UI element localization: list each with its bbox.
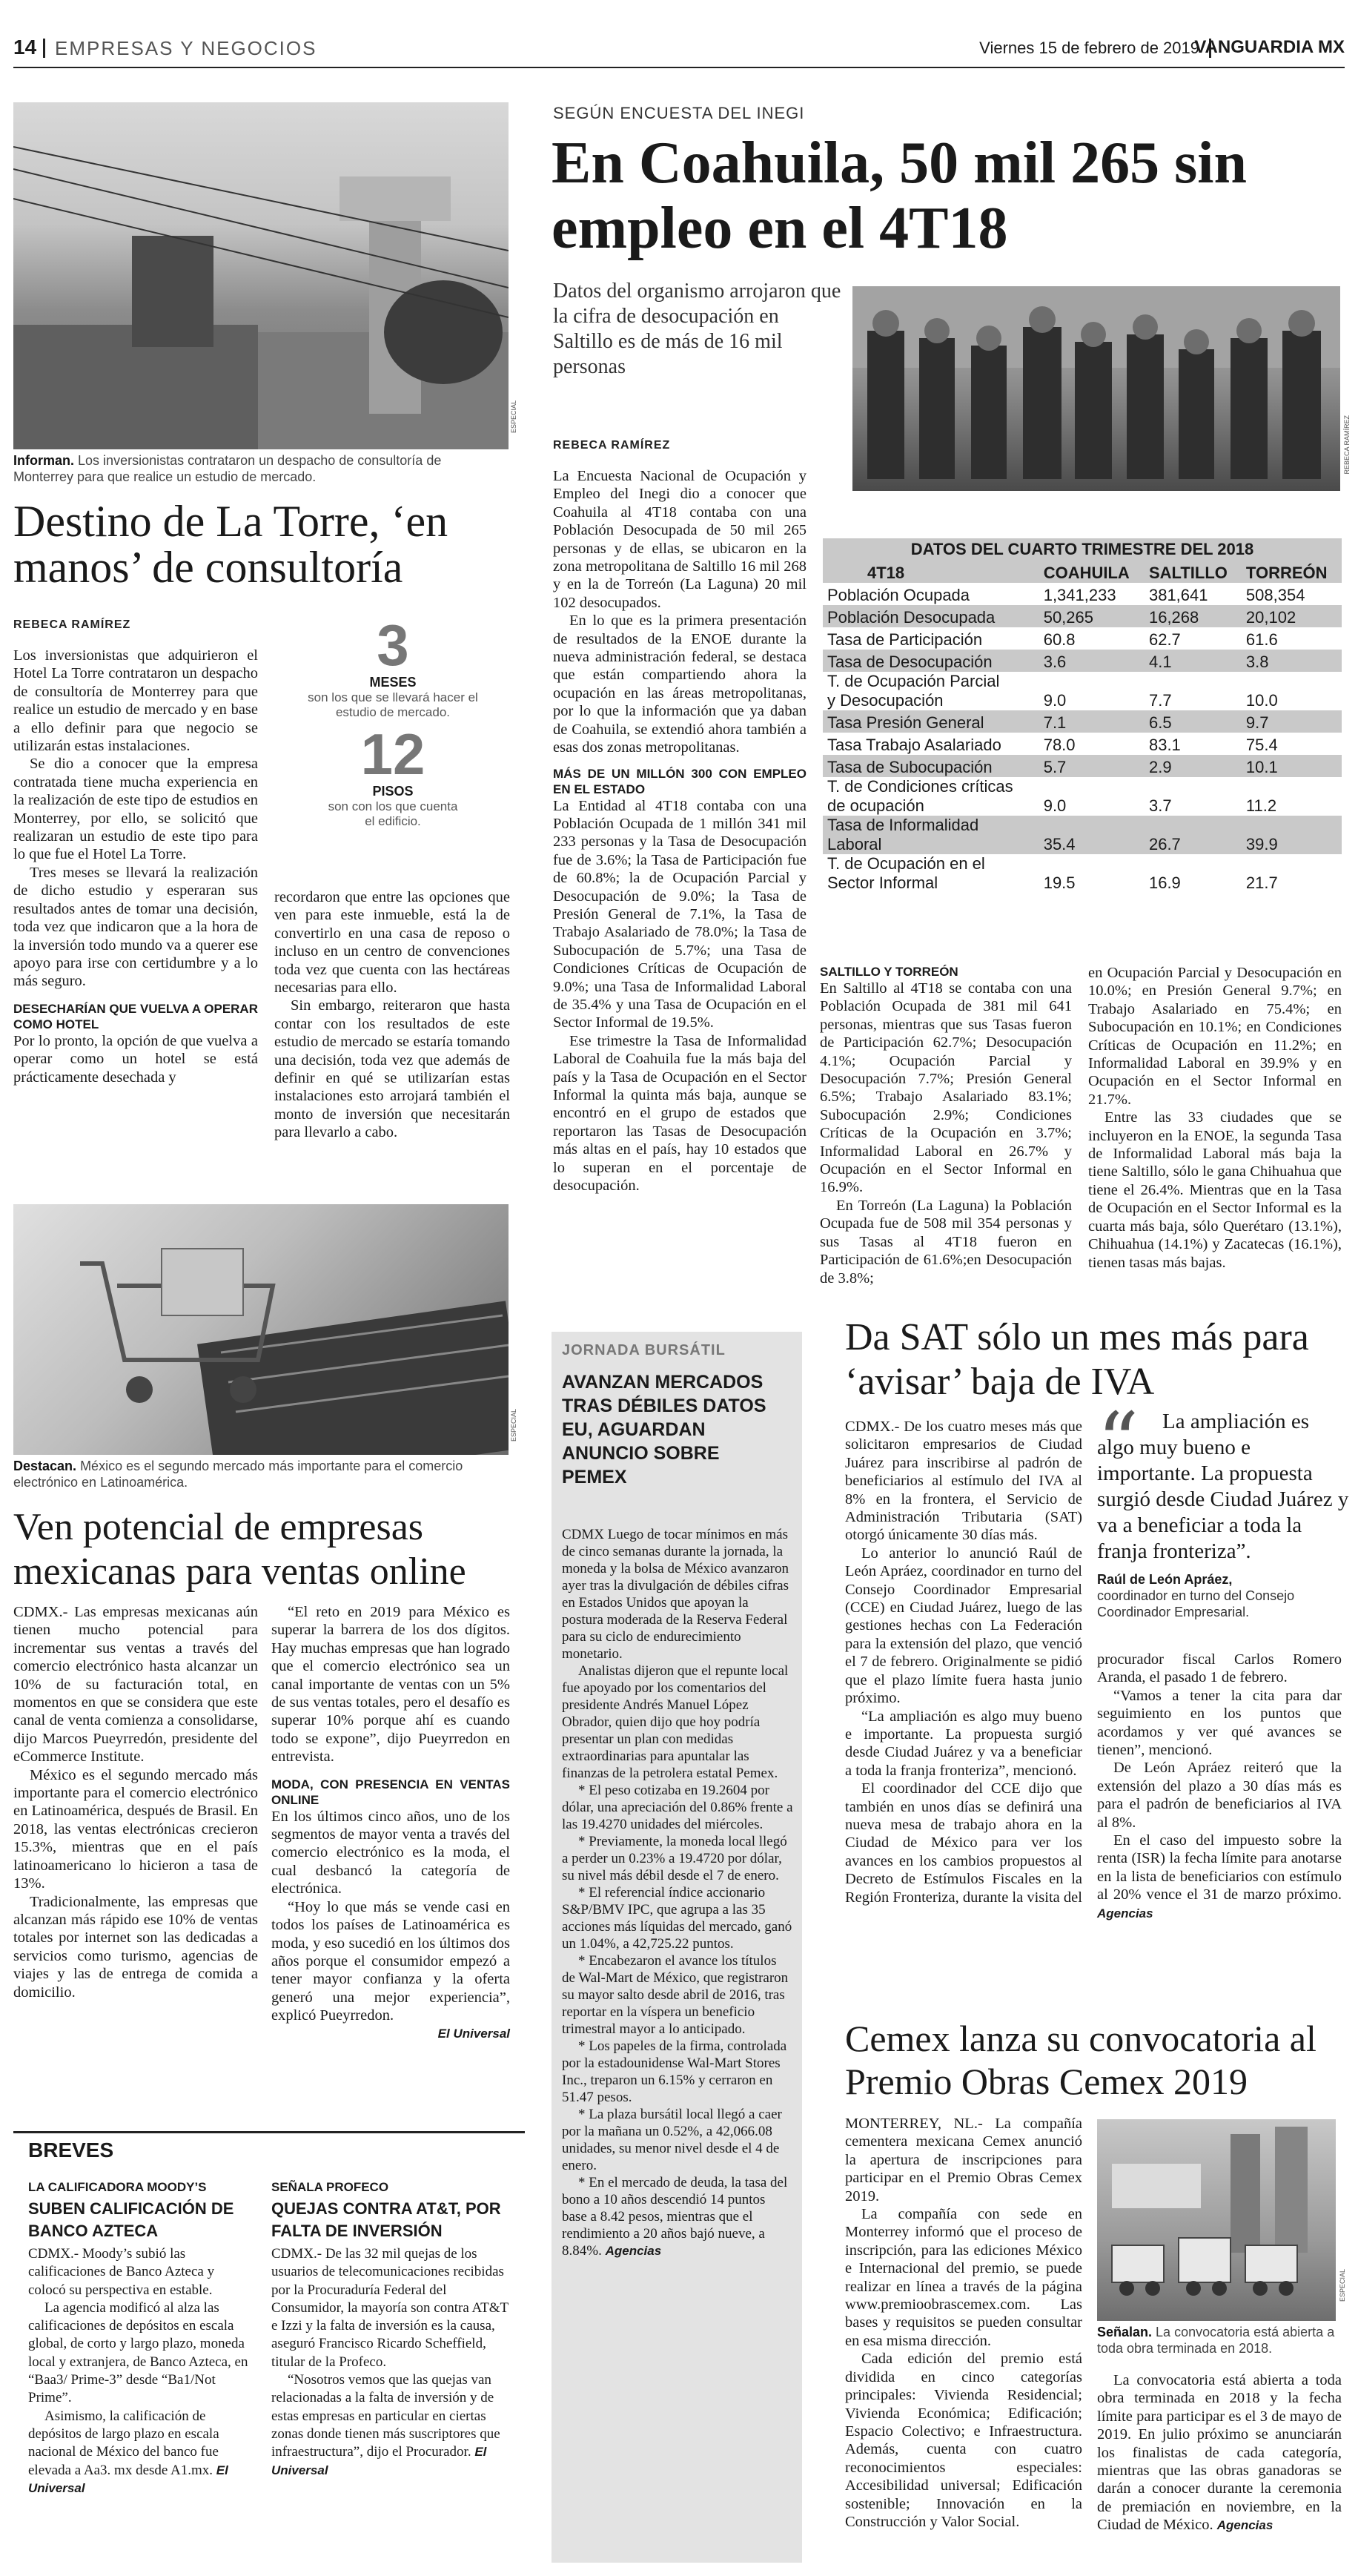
table-row bbox=[823, 627, 1342, 650]
paragraph: La Entidad al 4T18 contaba con una Población Ocupada de 1 millón 341 mil 233 personas y la Tasa de Desocupación fue de 3.6%; la Tasa de Participación fue de 60.8%; la de Ocupación Parcial y Desocupación de 9.0%; la Tasa de Presión General de 7.1%, la Tasa de Trabajo Asalariado de 78.0%; la Tasa de Subocupación de 5.7%; una Tasa de Condiciones Críticas de Ocupación de 9.0%; una Tasa de Informalidad Laboral de 35.4% y una Tasa de Ocupación en el Sector Informal de 19.5%. bbox=[553, 797, 806, 1031]
breve-kicker: SEÑALA PROFECO bbox=[271, 2180, 389, 2194]
paragraph-text: La convocatoria está abierta a toda obra terminada en 2018 y la fecha límite para participar es el 3 de mayo de 2019. En julio próximo se anunciarán los finalistas de cada categoría, mientras que las obras ganadoras se darán a conocer durante la ceremonia de premiación en noviembre, en la Ciudad de México. bbox=[1097, 2372, 1342, 2534]
paragraph: * Previamente, la moneda local llegó a perder un 0.23% a 19.4720 por dólar, su nivel más débil desde el 7 de enero. bbox=[562, 1834, 787, 1883]
caption-lead: Informan. bbox=[13, 453, 75, 468]
table-row bbox=[823, 816, 1342, 854]
table-cell-label bbox=[823, 854, 1039, 893]
signoff: El Universal bbox=[271, 2445, 487, 2477]
breves-item-1 bbox=[28, 2180, 251, 2497]
hotel-torre-illustration bbox=[13, 102, 509, 449]
paragraph-text: * En el mercado de deuda, la tasa del bono a 10 años descendió 14 puntos base a 8.42 pesos, mientras que el rendimiento a 20 años bajó nueve, a 8.84%. bbox=[562, 2175, 788, 2259]
table-cell: 9.7 bbox=[1242, 710, 1342, 733]
label-line: T. de Ocupación Parcial bbox=[827, 672, 1000, 690]
table-cell: 6.5 bbox=[1145, 710, 1242, 733]
table-cell: 508,354 bbox=[1245, 586, 1305, 604]
table-cell: 62.7 bbox=[1148, 630, 1181, 649]
page-header bbox=[13, 36, 1345, 65]
stat-desc: son con los que cuenta el edificio. bbox=[328, 799, 458, 828]
subhead: SALTILLO Y TORREÓN bbox=[820, 965, 958, 979]
header-divider bbox=[43, 39, 45, 58]
cemex-trucks-photo bbox=[1097, 2119, 1336, 2321]
stat-label: MESES bbox=[369, 675, 417, 690]
paragraph: * El referencial índice accionario S&P/BMV IPC, que agrupa a las 35 acciones más líquidas del mercado, ganó un 1.04%, a 42,725.22 puntos. bbox=[562, 1885, 792, 1952]
paragraph: Entre las 33 ciudades que se incluyeron en la ENOE, la segunda Tasa de Informalidad Laboral más baja la tiene Saltillo, sólo le gana Chihuahua que tiene el 26.4%. Mientras que en la Tasa de Ocupación en el Sector Informal es la cuarta más baja, sólo Querétaro (13.1%), Chihuahua (14.1%) y Zacatecas (16.1%), tienen tasas más bajas. bbox=[1088, 1109, 1342, 1271]
byline-torre: REBECA RAMÍREZ bbox=[13, 618, 131, 631]
table-row bbox=[823, 605, 1342, 627]
table-row bbox=[823, 710, 1342, 733]
paragraph: “Vamos a tener la cita para dar seguimiento en los puntos que acordamos y ver qué avances se tienen”, mencionó. bbox=[1097, 1687, 1342, 1759]
table-cell: 26.7 bbox=[1145, 816, 1242, 854]
paragraph: En Saltillo al 4T18 se contaba con una Población Ocupada de 381 mil 641 personas, mientras que sus Tasas fueron de Participación 62.7%; Desocupación 4.1%; Ocupación Parcial y Desocupación 7.7%; Presión General 6.5%; Trabajo Asalariado 83.1%; Subocupación 2.9%; Condiciones Críticas de la Ocupación en 3.7%; Informalidad Laboral en 26.7% y Ocupación en el Sector Informal en 16.9%. bbox=[820, 980, 1072, 1196]
paragraph: México es el segundo mercado más importante para el comercio electrónico en Latinoamérica, después de Brasil. En 2018, las ventas electrónicas crecieron 15.3%, mientras que en el país latinoamericano lo hicieron a tasa de 13%. bbox=[13, 1766, 258, 1892]
paragraph: Los inversionistas que adquirieron el Hotel La Torre contrataron un despacho de consultoría de Monterrey para que realice un estudio de mercado y en base a ello definir para que negocio se utilizarán estas instalaciones. bbox=[13, 647, 258, 755]
paper-name: VANGUARDIA MX bbox=[1194, 37, 1345, 57]
table-row bbox=[823, 583, 1342, 605]
kicker-coahuila: SEGÚN ENCUESTA DEL INEGI bbox=[553, 104, 805, 122]
dek-coahuila: Datos del organismo arrojaron que la cifra de desocupación en Saltillo es de más de 16 mil personas bbox=[553, 280, 841, 378]
breve-body bbox=[271, 2245, 510, 2480]
label-line: Laboral bbox=[827, 835, 882, 853]
table-cell: 3.8 bbox=[1242, 650, 1342, 672]
paragraph: MONTERREY, NL.- La compañía cementera mexicana Cemex anunció la apertura de inscripciones para participar en el Premio Obras Cemex 2019. bbox=[845, 2116, 1082, 2205]
table-cell: 16,268 bbox=[1145, 605, 1242, 627]
stats-table bbox=[823, 561, 1342, 893]
headline-coahuila: En Coahuila, 50 mil 265 sin empleo en el 4T18 bbox=[552, 131, 1248, 261]
crowd-illustration bbox=[852, 286, 1340, 491]
paragraph: La agencia modificó al alza las calificaciones de depósitos en escala global, de corto y largo plazo, moneda local y extranjera, de Banco Azteca, en “Baa3/ Prime-3” desde “Ba1/Not Prime”. bbox=[28, 2299, 248, 2406]
table-cell: 11.2 bbox=[1245, 796, 1277, 815]
paragraph: Lo anterior lo anunció Raúl de León Apráez, coordinador en turno del Consejo Coordinador Empresarial (CCE) en Ciudad Juárez, luego de las gestiones hechas con La Federación para la extensión del plazo, que venció el 7 de febrero. Originalmente se pidió que el plazo límite fuera hasta junio próximo. bbox=[845, 1545, 1082, 1707]
table-header: SALTILLO bbox=[1145, 561, 1242, 583]
paragraph: De León Apráez reiteró que la extensión del plazo a 30 días más es para el padrón de beneficiarios al IVA al 8%. bbox=[1097, 1760, 1342, 1831]
caption-lead: Señalan. bbox=[1097, 2325, 1153, 2339]
cemex-column-1 bbox=[845, 2115, 1082, 2531]
unemployed-crowd-photo bbox=[852, 286, 1340, 491]
paragraph: * El peso cotizaba en 19.2604 por dólar, una apreciación del 0.86% frente a las 19.4270 unidades del miércoles. bbox=[562, 1783, 793, 1832]
page-number: 14 bbox=[13, 36, 37, 59]
table-header: COAHUILA bbox=[1039, 561, 1145, 583]
table-header: 4T18 bbox=[823, 561, 1039, 583]
pull-quote bbox=[1097, 1395, 1349, 1620]
caption-text: La convocatoria está abierta a toda obra terminada en 2018. bbox=[1097, 2325, 1335, 2356]
stats-table-box bbox=[823, 538, 1342, 893]
paragraph: recordaron que entre las opciones que ven para este inmueble, está la de convertirlo en una casa de reposo o incluso en un centro de convenciones toda vez que cuenta con las hectáreas necesarias para ello. bbox=[274, 889, 510, 997]
paragraph: “Hoy lo que más se vende casi en todos los países de Latinoamérica es moda, y eso sucedió en los últimos dos años porque el consumidor empezó a tener mayor confianza y la oferta generó una mejor experiencia”, explicó Pueyrredon. bbox=[271, 1898, 510, 2024]
paragraph-text: En el caso del impuesto sobre la renta (ISR) la fecha límite para anotarse en la lista de beneficiarios con estímulo al 20% vence el 31 de marzo próximo. bbox=[1097, 1832, 1342, 1903]
paragraph: El coordinador del CCE dijo que también en unos días se definirá una nueva mesa de trabajo ahora en la Ciudad de México para ver los avances en los cambios propuestos al Decreto de Estímulos Fiscales en la Región Fronteriza, durante la visita del bbox=[845, 1780, 1082, 1906]
torre-column-1 bbox=[13, 647, 258, 1086]
photo-caption bbox=[1097, 2324, 1342, 2357]
paragraph: Por lo pronto, la opción de que vuelva a operar como un hotel se está prácticamente desechada y bbox=[13, 1032, 258, 1086]
label-line: T. de Condiciones críticas bbox=[827, 777, 1013, 796]
table-cell: 4.1 bbox=[1145, 650, 1242, 672]
cemex-column-2 bbox=[1097, 2371, 1342, 2535]
paragraph: * Encabezaron el avance los títulos de Wal-Mart de México, que registraron su mayor salto desde abril de 2016, tras reportar en la víspera un beneficio trimestral mayor a lo anticipado. bbox=[562, 1953, 789, 2037]
paragraph: Tradicionalmente, las empresas que alcanzan más rápido ese 10% de ventas totales por internet son las dedicadas a servicios como turismo, agencias de viajes y las de entrega de comida a domicilio. bbox=[13, 1893, 258, 2001]
paragraph: En los últimos cinco años, uno de los segmentos de mayor venta a través del comercio electrónico es la moda, el cual desbancó la categoría de electrónica. bbox=[271, 1808, 510, 1898]
table-cell-label: Población Ocupada bbox=[827, 586, 970, 604]
ecommerce-column-2 bbox=[271, 1603, 510, 2043]
table-header-row bbox=[823, 561, 1342, 583]
paragraph: CDMX Luego de tocar mínimos en más de cinco semanas durante la jornada, la moneda y la bolsa de México avanzaron ayer tras la divulgación de débiles cifras en Estados Unidos que apoyan la postura moderada de la Reserva Federal para su ciclo de endurecimiento monetario. bbox=[562, 1527, 789, 1662]
photo-credit: ESPECIAL bbox=[1339, 2269, 1346, 2302]
table-cell: 7.7 bbox=[1148, 691, 1172, 710]
bursatil-body bbox=[562, 1526, 793, 2259]
table-cell-label: Tasa Trabajo Asalariado bbox=[827, 736, 1001, 754]
paragraph: * La plaza bursátil local llegó a caer por la mañana un 0.52%, a 42,066.08 unidades, su menor nivel desde el 4 de enero. bbox=[562, 2107, 782, 2173]
headline-cemex: Cemex lanza su convocatoria al Premio Obras Cemex 2019 bbox=[845, 2018, 1316, 2102]
table-row bbox=[823, 854, 1342, 893]
paragraph: La Encuesta Nacional de Ocupación y Empleo del Inegi dio a conocer que Coahuila al 4T18 contaba con una Población Desocupada de 50 mil 265 personas y de ellas, se ubicaron en la zona metropolitana de Saltillo 16 mil 268 y en la de Torreón (La Laguna) 20 mil 102 desocupados. bbox=[553, 468, 806, 611]
table-row bbox=[823, 650, 1342, 672]
quote-name: Raúl de León Apráez, bbox=[1097, 1572, 1233, 1587]
stats-table-title: DATOS DEL CUARTO TRIMESTRE DEL 2018 bbox=[823, 538, 1342, 561]
coahuila-column-3 bbox=[1088, 964, 1342, 1272]
trucks-illustration bbox=[1097, 2119, 1336, 2321]
table-cell: 10.1 bbox=[1242, 755, 1342, 777]
table-cell: 5.7 bbox=[1039, 755, 1145, 777]
table-cell: 78.0 bbox=[1043, 736, 1076, 754]
signoff bbox=[271, 2025, 510, 2043]
table-cell: 61.6 bbox=[1245, 630, 1278, 649]
paragraph: Sin embargo, reiteraron que hasta contar con los resultados de este estudio de mercado se estaría tomando una decisión, toda vez que además de definir en qué se utilizarían estas instalaciones esto arrojará también el monto de inversión que necesitarán para llevarlo a cabo. bbox=[274, 997, 510, 1141]
paragraph bbox=[562, 2174, 793, 2259]
breve-body bbox=[28, 2245, 251, 2497]
cart-illustration bbox=[13, 1204, 509, 1455]
signoff: Agencias bbox=[1216, 2518, 1273, 2533]
breve-kicker: LA CALIFICADORA MOODY’S bbox=[28, 2180, 207, 2194]
paragraph bbox=[28, 2408, 251, 2497]
table-cell: 75.4 bbox=[1245, 736, 1278, 754]
stat-label: PISOS bbox=[372, 784, 414, 799]
paragraph: Se dio a conocer que la empresa contratada tiene mucha experiencia en la realización de este tipo de estudios en Monterrey, por ello, se solicitó que realizaran un estudio de este tipo para lo que fue el Hotel La Torre. bbox=[13, 756, 258, 863]
section-name: EMPRESAS Y NEGOCIOS bbox=[55, 37, 317, 59]
table-cell-label bbox=[823, 672, 1039, 710]
photo-credit: ESPECIAL bbox=[510, 1409, 517, 1442]
table-cell: 83.1 bbox=[1148, 736, 1181, 754]
table-row bbox=[823, 777, 1342, 816]
coahuila-column-1 bbox=[553, 467, 806, 1195]
label-line: T. de Ocupación en el bbox=[827, 854, 985, 873]
paragraph: Tres meses se llevará la realización de dicho estudio y esperaran sus resultados antes de tomar una decisión, toda vez que indicaron que a la hora de la inversión todo mundo va a querer ese apoyo para irse con certidumbre y a lo más seguro. bbox=[13, 864, 258, 990]
paragraph: En Torreón (La Laguna) la Población Ocupada fue de 508 mil 354 personas y sus Tasas al 4T18 fueron en Participación de 61.6%;en Desocupación de 3.8%; bbox=[820, 1197, 1072, 1287]
paragraph: CDMX.- Moody’s subió las calificaciones de Banco Azteca y colocó su perspectiva en estable. bbox=[28, 2246, 215, 2298]
label-line: Tasa de Informalidad bbox=[827, 816, 979, 834]
paragraph: en Ocupación Parcial y Desocupación en 10.0%; en Presión General 9.7%; en Trabajo Asalariado en 75.4%; en Subocupación en 10.1%; en Condiciones Críticas de Ocupación en 11.2%; en Informalidad Laboral en 39.9% y en Ocupación en el Sector Informal en 21.7%. bbox=[1088, 965, 1342, 1108]
breves-rule bbox=[13, 2131, 525, 2133]
caption-text: Los inversionistas contrataron un despacho de consultoría de Monterrey para que realice un estudio de mercado. bbox=[13, 453, 442, 484]
table-row bbox=[823, 672, 1342, 710]
byline-coahuila: REBECA RAMÍREZ bbox=[553, 439, 671, 452]
photo-caption bbox=[13, 1458, 503, 1490]
paragraph bbox=[271, 2371, 510, 2480]
breve-headline: QUEJAS CONTRA AT&T, POR FALTA DE INVERSIÓN bbox=[271, 2199, 501, 2240]
ecommerce-column-1 bbox=[13, 1603, 258, 2001]
paragraph: “El reto en 2019 para México es superar la barrera de los dos dígitos. Hay muchas empresas que han logrado que el comercio electrónico sea un canal importante de ventas con un 5% de sus ventas totales, pero el desafío es superar 10% porque ahí es cuando todo se expone”, dijo Pueyrredon en entrevista. bbox=[271, 1604, 510, 1766]
paragraph bbox=[1097, 1832, 1342, 1923]
shopping-cart-laptop-photo bbox=[13, 1204, 509, 1455]
table-cell: 9.0 bbox=[1043, 796, 1067, 815]
quote-mark-icon: “ bbox=[1097, 1395, 1139, 1490]
table-cell-label: Tasa de Desocupación bbox=[823, 650, 1039, 672]
subhead: DESECHARÍAN QUE VUELVA A OPERAR COMO HOTEL bbox=[13, 1001, 258, 1031]
label-line: Sector Informal bbox=[827, 873, 938, 892]
signoff-text: El Universal bbox=[437, 2026, 510, 2041]
table-header: TORREÓN bbox=[1242, 561, 1342, 583]
header-date: Viernes 15 de febrero de 2019 bbox=[979, 39, 1199, 57]
quote-role: coordinador en turno del Consejo Coordinador Empresarial. bbox=[1097, 1588, 1295, 1619]
photo-credit: ESPECIAL bbox=[510, 400, 517, 434]
paragraph: CDMX.- De los cuatro meses más que solicitaron empresarios de Ciudad Juárez para inscribirse al padrón de beneficiarios al estímulo del IVA al 8% en la frontera, el Servicio de Administración Tributaria (SAT) otorgó únicamente 30 días más. bbox=[845, 1419, 1082, 1544]
signoff: Agencias bbox=[1097, 1906, 1153, 1921]
bursatil-kicker: JORNADA BURSÁTIL bbox=[562, 1342, 726, 1358]
table-cell: 3.6 bbox=[1039, 650, 1145, 672]
table-cell: 39.9 bbox=[1242, 816, 1342, 854]
paragraph: CDMX.- De las 32 mil quejas de los usuarios de telecomunicaciones recibidas por la Procuraduría Federal del Consumidor, la mayoría son contra AT&T e Izzi y la falta de inversión es la causa, aseguró Francisco Ricardo Scheffield, titular de la Profeco. bbox=[271, 2246, 509, 2370]
table-cell-label bbox=[823, 777, 1039, 816]
table-row bbox=[823, 733, 1342, 755]
table-row bbox=[823, 755, 1342, 777]
label-line: y Desocupación bbox=[827, 691, 944, 710]
paragraph: En lo que es la primera presentación de resultados de la ENOE durante la nueva administración federal, se destaca que están compartiendo ahora la ocupación en las áreas metropolitanas, por lo que la información que ya daban de Coahuila, se extendió ahora también a esas dos zonas metropolitanas. bbox=[553, 612, 806, 756]
stat-number: 3 bbox=[377, 612, 409, 678]
table-cell: 20,102 bbox=[1242, 605, 1342, 627]
subhead: MODA, CON PRESENCIA EN VENTAS ONLINE bbox=[271, 1777, 510, 1807]
table-cell: 1,341,233 bbox=[1043, 586, 1116, 604]
paragraph: Ese trimestre la Tasa de Informalidad Laboral de Coahuila fue la más baja del país y la Tasa de Ocupación en el Sector Informal la quinta más baja, aunque se encontró en el grupo de estados que reportaron las Tasas de Desocupación más altas en el país, hay 10 estados que lo superan en el porcentaje de desocupación. bbox=[553, 1032, 806, 1195]
label-line: de ocupación bbox=[827, 796, 924, 815]
signoff: Agencias bbox=[605, 2244, 662, 2258]
stat-desc: son los que se llevará hacer el estudio de mercado. bbox=[308, 690, 478, 719]
hotel-torre-photo bbox=[13, 102, 509, 449]
table-cell: 50,265 bbox=[1039, 605, 1145, 627]
stat-box bbox=[274, 612, 511, 829]
table-cell-label: Tasa de Subocupación bbox=[823, 755, 1039, 777]
sat-column-1 bbox=[845, 1418, 1082, 1906]
table-cell-label: Tasa Presión General bbox=[823, 710, 1039, 733]
paragraph-text: “Nosotros vemos que las quejas van relacionadas a la falta de inversión y de estas empresas en particular en ciertas zonas donde tienen más suscriptores que infraestructura”, dijo el Procurador. bbox=[271, 2372, 500, 2460]
sat-column-2 bbox=[1097, 1651, 1342, 1923]
breves-item-2 bbox=[271, 2180, 510, 2480]
torre-column-2 bbox=[274, 888, 510, 1142]
table-cell: 9.0 bbox=[1043, 691, 1067, 710]
coahuila-column-2 bbox=[820, 964, 1072, 1287]
paragraph: “La ampliación es algo muy bueno e importante. La propuesta surgió desde Ciudad Juárez y va a beneficiar a toda la franja fronteriza”, mencionó. bbox=[845, 1708, 1082, 1779]
table-cell-label: Población Desocupada bbox=[823, 605, 1039, 627]
table-cell: 16.9 bbox=[1148, 873, 1181, 892]
table-cell: 3.7 bbox=[1148, 796, 1172, 815]
table-cell: 60.8 bbox=[1043, 630, 1076, 649]
stat-number: 12 bbox=[360, 721, 425, 787]
table-cell: 35.4 bbox=[1039, 816, 1145, 854]
bursatil-headline: AVANZAN MERCADOS TRAS DÉBILES DATOS EU, AGUARDAN ANUNCIO SOBRE PEMEX bbox=[562, 1372, 766, 1487]
table-cell: 2.9 bbox=[1145, 755, 1242, 777]
table-cell-label: Tasa de Participación bbox=[827, 630, 983, 649]
paragraph: Cada edición del premio está dividida en cinco categorías principales: Vivienda Residencial; Vivienda Económica; Edificación; Espacio Colectivo; e Infraestructura. Además, cuenta con cuatro reconocimientos especiales: Accesibilidad universal; Edificación sostenible; Innovación en la Construcción y Valor Social. bbox=[845, 2351, 1082, 2530]
table-cell: 381,641 bbox=[1148, 586, 1208, 604]
headline-sat: Da SAT sólo un mes más para ‘avisar’ baja de IVA bbox=[845, 1316, 1309, 1403]
caption-text: México es el segundo mercado más importante para el comercio electrónico en Latinoamérica. bbox=[13, 1459, 463, 1490]
breves-title: BREVES bbox=[28, 2139, 114, 2161]
table-cell: 7.1 bbox=[1039, 710, 1145, 733]
subhead: MÁS DE UN MILLÓN 300 CON EMPLEO EN EL ESTADO bbox=[553, 766, 806, 796]
photo-caption bbox=[13, 452, 503, 485]
signoff: El Universal bbox=[28, 2463, 228, 2495]
paragraph bbox=[1097, 2371, 1342, 2535]
table-cell: 19.5 bbox=[1043, 873, 1076, 892]
paragraph: CDMX.- Las empresas mexicanas aún tienen mucho potencial para incrementar sus ventas a través del comercio electrónico hasta alcanzar un 10% de su facturación total, en momentos en que se considera que este canal de venta comienza a consolidarse, dijo Marcos Pueyrredón, presidente del eCommerce Institute. bbox=[13, 1604, 258, 1766]
headline-torre: Destino de La Torre, ‘en manos’ de consultoría bbox=[13, 497, 448, 592]
table-cell-label bbox=[823, 816, 1039, 854]
quote-text: La ampliación es algo muy bueno e importante. La propuesta surgió desde Ciudad Juárez y va a beneficiar a toda la franja fronteriza”. bbox=[1097, 1410, 1349, 1563]
caption-lead: Destacan. bbox=[13, 1459, 77, 1473]
bursatil-box bbox=[552, 1332, 802, 2563]
paragraph: * Los papeles de la firma, controlada por la estadounidense Wal-Mart Stores Inc., treparon un 6.15% y cerraron en 51.47 pesos. bbox=[562, 2038, 787, 2105]
headline-ecommerce: Ven potencial de empresas mexicanas para ventas online bbox=[13, 1506, 466, 1593]
table-cell: 10.0 bbox=[1245, 691, 1278, 710]
paragraph: procurador fiscal Carlos Romero Aranda, el pasado 1 de febrero. bbox=[1097, 1651, 1342, 1686]
table-cell: 21.7 bbox=[1245, 873, 1278, 892]
breve-headline: SUBEN CALIFICACIÓN DE BANCO AZTECA bbox=[28, 2199, 234, 2240]
paragraph-text: Asimismo, la calificación de depósitos de largo plazo en escala nacional de México del banco fue elevada a Aa3. mx desde A1.mx. bbox=[28, 2408, 219, 2478]
header-rule bbox=[13, 67, 1345, 68]
paragraph: La compañía con sede en Monterrey informó que el proceso de inscripción, para las ediciones México e Internacional del premio, se puede realizar en línea a través de la página www.premioobrascemex.com. Las bases y requisitos se pueden consultar en esa misma dirección. bbox=[845, 2206, 1082, 2349]
photo-credit: REBECA RAMÍREZ bbox=[1343, 415, 1351, 475]
paragraph: Analistas dijeron que el repunte local fue apoyado por los comentarios del presidente Andrés Manuel López Obrador, quien dijo que hoy podría presentar un plan con medidas extraordinarias para apuntalar las finanzas de la petrolera estatal Pemex. bbox=[562, 1663, 789, 1781]
